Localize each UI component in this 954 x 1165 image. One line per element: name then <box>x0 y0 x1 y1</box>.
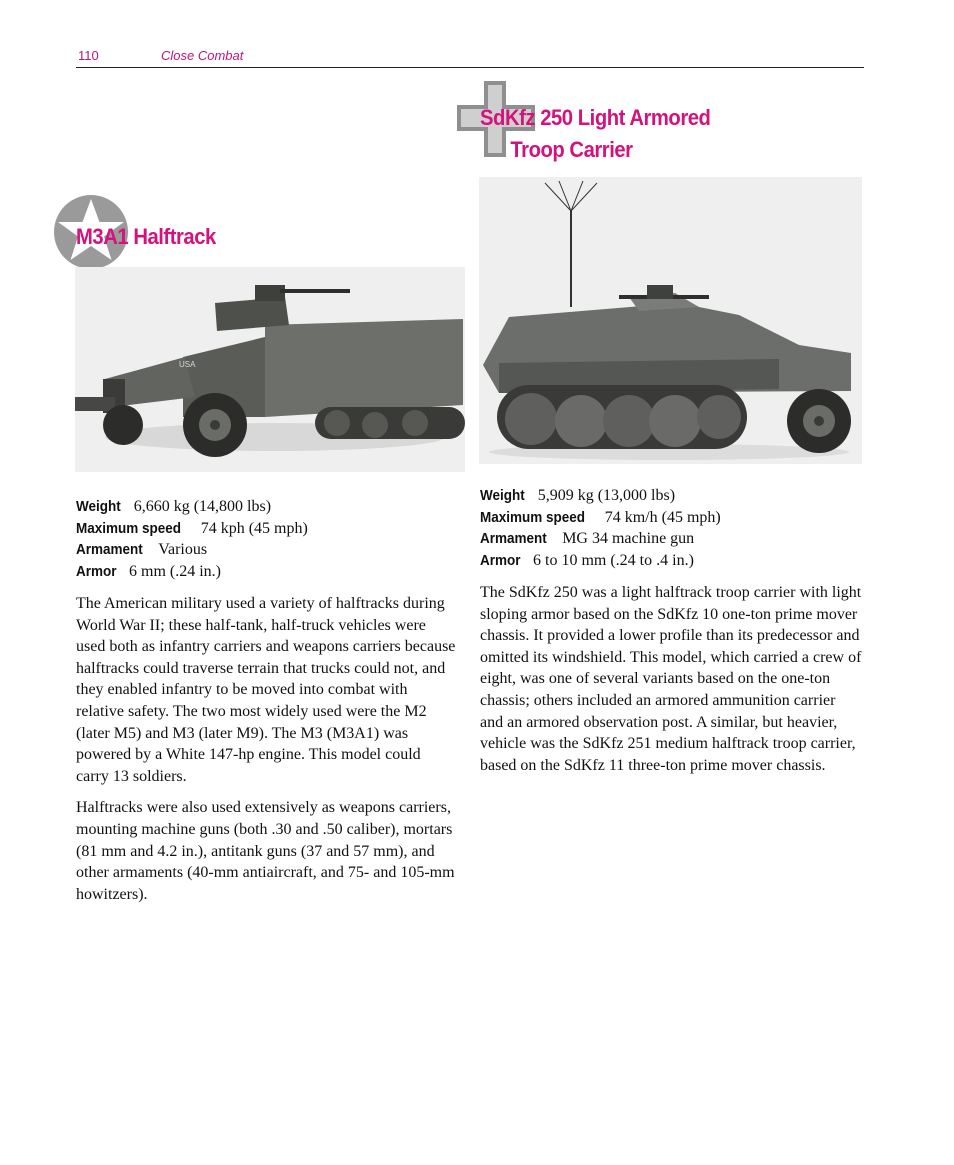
m3a1-specs <box>76 496 308 582</box>
spec-value: 74 km/h (45 mph) <box>604 508 721 526</box>
spec-value: Various <box>158 541 208 558</box>
sdkfz-photo <box>479 177 862 464</box>
paragraph: The SdKfz 250 was a light halftrack troop carrier with light sloping armor based on the SdKfz 10 one-ton prime mover chassis. It provided a lower profile than its predecessor and omitted its windshield. This model, which carried a crew of eight, was one of several variants based on the one-ton chassis; others included an armored ammunition carrier and an armored observation post. A similar, but heavier, vehicle was the SdKfz 251 medium halftrack troop carrier, based on the SdKfz 11 three-ton prime mover chassis. <box>480 584 862 774</box>
spec-row <box>480 550 721 572</box>
spec-row <box>76 518 308 540</box>
spec-row <box>76 496 308 518</box>
spec-value: 74 kph (45 mph) <box>200 519 308 537</box>
spec-value: MG 34 machine gun <box>562 530 695 547</box>
spec-label: Armament <box>76 541 143 558</box>
paragraph: The American military used a variety of halftracks during World War II; these half-tank, half-truck vehicles were used both as infantry carriers and weapons carriers because halftracks could traverse terrain that trucks could not, and they enabled infantry to be moved into combat with relative safety. The two most widely used were the M2 (later M5) and M3 (later M9). The M3 (M3A1) was powered by a White 147-hp engine. This model could carry 13 soldiers. <box>76 595 456 785</box>
m3a1-description <box>76 593 456 915</box>
spec-label: Weight <box>76 498 121 515</box>
spec-value: 6,660 kg (14,800 lbs) <box>133 498 272 515</box>
spec-label: Armament <box>480 530 547 547</box>
sdkfz-title-line1: SdKfz 250 Light Armored <box>480 105 711 130</box>
spec-row <box>480 507 721 529</box>
sdkfz-title <box>480 102 710 166</box>
svg-text:USA: USA <box>179 360 196 369</box>
spec-label: Armor <box>76 562 117 580</box>
spec-label: Maximum speed <box>76 519 182 537</box>
spec-row <box>76 539 308 561</box>
running-header <box>76 47 864 68</box>
spec-label: Weight <box>480 487 525 504</box>
page-number: 110 <box>78 48 99 63</box>
spec-row <box>480 485 721 507</box>
spec-row <box>76 561 308 583</box>
spec-value: 6 mm (.24 in.) <box>129 562 222 580</box>
paragraph: Halftracks were also used extensively as weapons carriers, mounting machine guns (both .30 and .50 caliber), mortars (81 mm and 4.2 in.), antitank guns (37 and 57 mm), and other armaments (40-mm antiaircraft, and 75- and 105-mm howitzers). <box>76 799 455 903</box>
sdkfz-title-line2: Troop Carrier <box>510 137 633 162</box>
sdkfz-specs <box>480 485 721 571</box>
spec-value: 6 to 10 mm (.24 to .4 in.) <box>533 551 694 569</box>
spec-label: Armor <box>480 551 521 569</box>
m3a1-photo <box>75 267 465 472</box>
m3a1-title: M3A1 Halftrack <box>76 224 216 249</box>
spec-label: Maximum speed <box>480 508 586 526</box>
spec-row <box>480 528 721 550</box>
sdkfz-description <box>480 582 862 786</box>
spec-value: 5,909 kg (13,000 lbs) <box>537 487 676 504</box>
running-title: Close Combat <box>161 48 244 63</box>
